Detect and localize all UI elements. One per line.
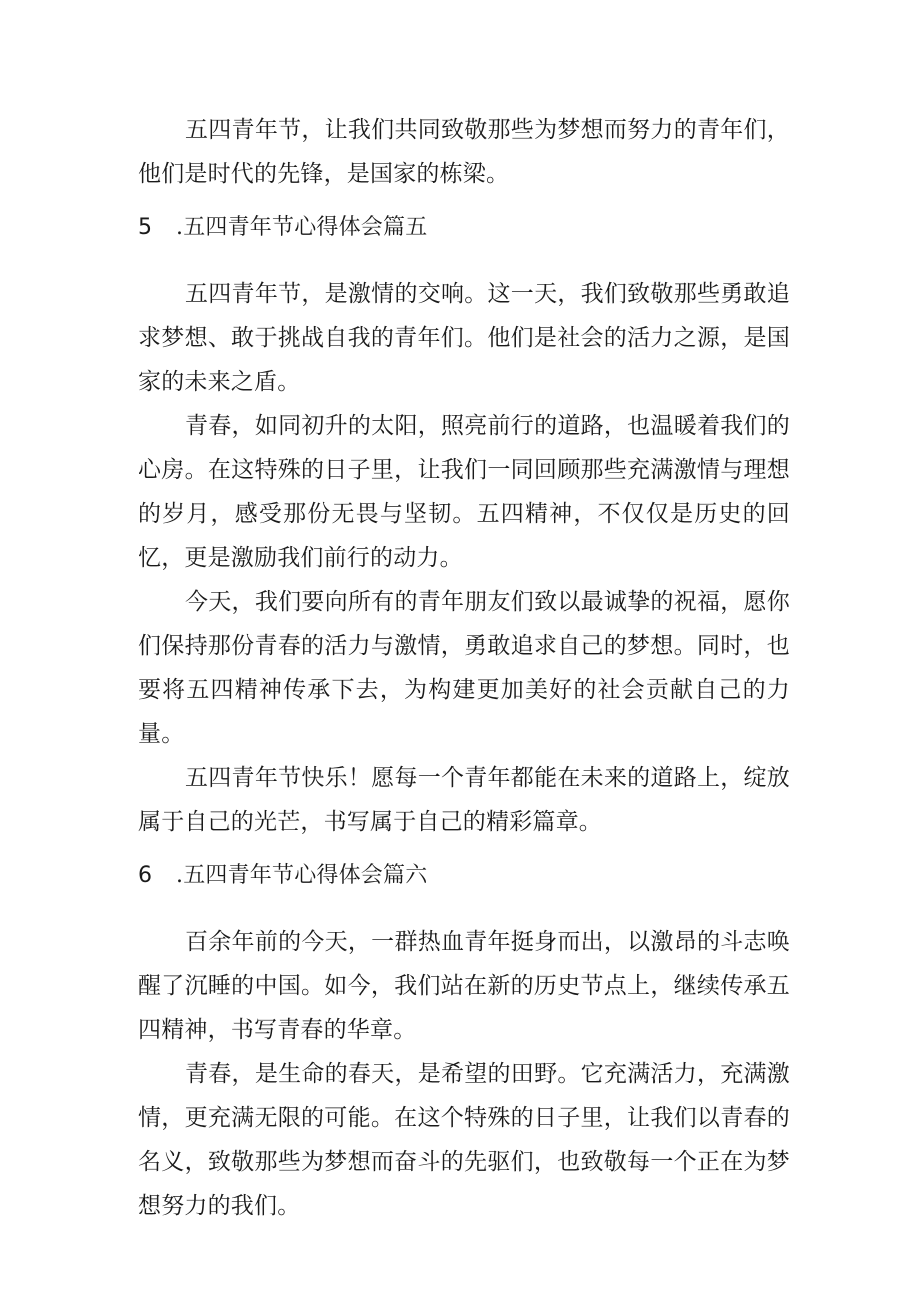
paragraph: 五四青年节，是激情的交响。这一天，我们致敬那些勇敢追求梦想、敢于挑战自我的青年们。他们是社会的活力之源，是国家的未来之盾。	[138, 281, 790, 395]
section-heading-6	[138, 854, 790, 898]
paragraph: 五四青年节，让我们共同致敬那些为梦想而努力的青年们，他们是时代的先锋，是国家的栋梁。	[138, 117, 790, 187]
section-number: 5	[138, 215, 153, 240]
paragraph: 百余年前的今天，一群热血青年挺身而出，以激昂的斗志唤醒了沉睡的中国。如今，我们站在新的历史节点上，继续传承五四精神，书写青春的华章。	[138, 929, 790, 1043]
section-title: .五四青年节心得体会篇六	[176, 863, 428, 888]
section-heading-5	[138, 206, 790, 250]
paragraph: 青春，如同初升的太阳，照亮前行的道路，也温暖着我们的心房。在这特殊的日子里，让我们一同回顾那些充满激情与理想的岁月，感受那份无畏与坚韧。五四精神，不仅仅是历史的回忆，更是激励我们前行的动力。	[138, 413, 790, 571]
paragraph: 青春，是生命的春天，是希望的田野。它充满活力，充满激情，更充满无限的可能。在这个特殊的日子里，让我们以青春的名义，致敬那些为梦想而奋斗的先驱们，也致敬每一个正在为梦想努力的我们。	[138, 1061, 790, 1219]
paragraph: 五四青年节快乐！愿每一个青年都能在未来的道路上，绽放属于自己的光芒，书写属于自己的精彩篇章。	[138, 765, 790, 835]
section-title: .五四青年节心得体会篇五	[176, 215, 428, 240]
section-number: 6	[138, 863, 153, 888]
document-body	[138, 108, 790, 1228]
paragraph: 今天，我们要向所有的青年朋友们致以最诚挚的祝福，愿你们保持那份青春的活力与激情，勇敢追求自己的梦想。同时，也要将五四精神传承下去，为构建更加美好的社会贡献自己的力量。	[138, 589, 790, 747]
